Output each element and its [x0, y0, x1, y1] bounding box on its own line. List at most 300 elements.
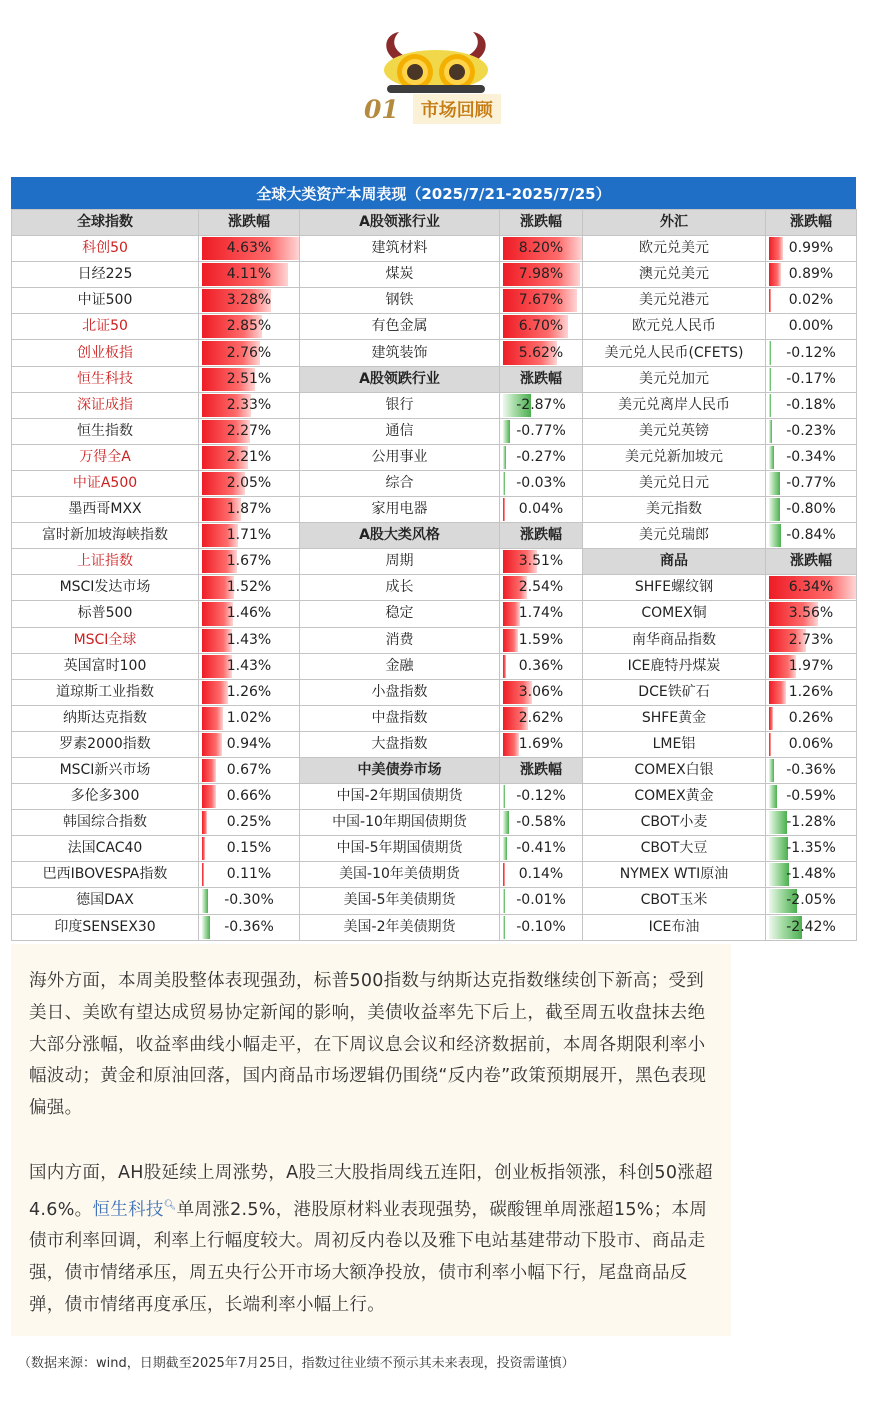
table-row	[12, 262, 857, 288]
change-value: 0.94%	[226, 735, 272, 752]
table-row	[12, 679, 857, 705]
change-value: 0.89%	[788, 266, 834, 283]
change-cell	[766, 653, 857, 679]
change-value: 1.26%	[226, 683, 272, 700]
change-value: 1.69%	[518, 735, 564, 752]
change-cell	[500, 314, 583, 340]
change-cell	[199, 418, 300, 444]
change-cell	[199, 601, 300, 627]
column-header: 商品	[583, 549, 766, 575]
asset-name: 深证成指	[12, 392, 199, 418]
asset-name: 欧元兑人民币	[583, 314, 766, 340]
change-cell	[766, 810, 857, 836]
change-cell	[199, 627, 300, 653]
change-value: -0.17%	[786, 370, 836, 387]
change-cell	[199, 862, 300, 888]
change-cell	[500, 731, 583, 757]
change-value: -0.41%	[516, 840, 566, 857]
change-value: 2.62%	[518, 709, 564, 726]
change-value: 0.25%	[226, 814, 272, 831]
column-header: 中美债券市场	[300, 757, 500, 783]
column-header: 涨跌幅	[500, 757, 583, 783]
column-header: 涨跌幅	[500, 366, 583, 392]
change-value: 5.62%	[518, 344, 564, 361]
asset-name: 巴西IBOVESPA指数	[12, 862, 199, 888]
table-row	[12, 288, 857, 314]
change-cell	[766, 836, 857, 862]
change-cell	[766, 340, 857, 366]
change-cell	[199, 470, 300, 496]
change-value: -1.48%	[786, 866, 836, 883]
loss-bar	[503, 889, 505, 912]
loss-bar	[769, 341, 771, 364]
loss-bar	[769, 785, 777, 808]
gain-bar	[503, 602, 520, 625]
change-value: 1.43%	[226, 631, 272, 648]
change-cell	[500, 888, 583, 914]
asset-name: CBOT玉米	[583, 888, 766, 914]
column-header: 全球指数	[12, 210, 199, 236]
change-value: -0.77%	[786, 474, 836, 491]
table-row	[12, 601, 857, 627]
change-cell	[500, 810, 583, 836]
asset-name: LME铝	[583, 731, 766, 757]
change-value: 2.21%	[226, 448, 272, 465]
column-header: 涨跌幅	[500, 523, 583, 549]
gain-bar	[202, 681, 228, 704]
change-cell	[500, 601, 583, 627]
loss-bar	[769, 759, 774, 782]
change-cell	[500, 470, 583, 496]
change-cell	[766, 497, 857, 523]
asset-name: 钢铁	[300, 288, 500, 314]
asset-name: 中盘指数	[300, 705, 500, 731]
table-row	[12, 627, 857, 653]
market-commentary	[11, 944, 731, 1336]
change-value: 2.85%	[226, 318, 272, 335]
change-value: 0.99%	[788, 240, 834, 257]
asset-name: 小盘指数	[300, 679, 500, 705]
change-cell	[199, 288, 300, 314]
loss-bar	[503, 916, 505, 939]
change-value: 4.11%	[226, 266, 272, 283]
change-value: 0.26%	[788, 709, 834, 726]
asset-name: 中证500	[12, 288, 199, 314]
asset-name: 美国-5年美债期货	[300, 888, 500, 914]
change-cell	[500, 392, 583, 418]
asset-name: 创业板指	[12, 340, 199, 366]
asset-name: 美元兑加元	[583, 366, 766, 392]
gain-bar	[769, 289, 771, 312]
asset-name: MSCI发达市场	[12, 575, 199, 601]
table-row	[12, 757, 857, 783]
change-cell	[199, 549, 300, 575]
change-value: -0.58%	[516, 814, 566, 831]
change-cell	[766, 601, 857, 627]
gain-bar	[202, 785, 216, 808]
change-cell	[199, 888, 300, 914]
change-value: 1.71%	[226, 527, 272, 544]
change-value: -0.12%	[786, 344, 836, 361]
asset-name: 富时新加坡海峡指数	[12, 523, 199, 549]
change-cell	[199, 497, 300, 523]
change-cell	[766, 757, 857, 783]
asset-name: 恒生指数	[12, 418, 199, 444]
change-value: 0.04%	[518, 501, 564, 518]
asset-name: 罗素2000指数	[12, 731, 199, 757]
change-cell	[500, 236, 583, 262]
asset-name: 建筑装饰	[300, 340, 500, 366]
change-value: 6.70%	[518, 318, 564, 335]
change-cell	[199, 523, 300, 549]
asset-name: 美元指数	[583, 497, 766, 523]
change-cell	[500, 549, 583, 575]
gain-bar	[503, 655, 506, 678]
change-value: 3.51%	[518, 553, 564, 570]
asset-name: MSCI全球	[12, 627, 199, 653]
change-cell	[766, 784, 857, 810]
change-cell	[500, 497, 583, 523]
change-value: -0.03%	[516, 474, 566, 491]
change-value: 8.20%	[518, 240, 564, 257]
asset-name: 中国-10年期国债期货	[300, 810, 500, 836]
change-cell	[500, 288, 583, 314]
change-value: 0.02%	[788, 292, 834, 309]
asset-name: COMEX铜	[583, 601, 766, 627]
asset-name: 美元兑瑞郎	[583, 523, 766, 549]
asset-name: 银行	[300, 392, 500, 418]
change-cell	[199, 731, 300, 757]
change-value: 2.51%	[226, 370, 272, 387]
asset-name: 澳元兑美元	[583, 262, 766, 288]
asset-name: 成长	[300, 575, 500, 601]
section-title: 市场回顾	[413, 94, 501, 124]
change-cell	[199, 340, 300, 366]
loss-bar	[503, 420, 510, 443]
change-cell	[500, 679, 583, 705]
asset-performance-table	[11, 177, 856, 941]
change-value: 0.00%	[788, 318, 834, 335]
change-value: 7.67%	[518, 292, 564, 309]
asset-name: 综合	[300, 470, 500, 496]
asset-name: 法国CAC40	[12, 836, 199, 862]
change-value: -0.34%	[786, 448, 836, 465]
asset-name: 美元兑新加坡元	[583, 444, 766, 470]
asset-name: 公用事业	[300, 444, 500, 470]
gain-bar	[503, 863, 505, 886]
change-cell	[766, 627, 857, 653]
change-cell	[766, 236, 857, 262]
table-row	[12, 836, 857, 862]
change-value: 0.11%	[226, 866, 272, 883]
table-row	[12, 653, 857, 679]
hang-seng-tech-link[interactable]: 恒生科技	[92, 1199, 164, 1220]
loss-bar	[503, 472, 505, 495]
table-row	[12, 236, 857, 262]
asset-name: 中国-5年期国债期货	[300, 836, 500, 862]
gain-bar	[769, 263, 781, 286]
asset-name: 欧元兑美元	[583, 236, 766, 262]
loss-bar	[769, 420, 772, 443]
change-cell	[766, 418, 857, 444]
asset-name: 英国富时100	[12, 653, 199, 679]
change-value: 1.74%	[518, 605, 564, 622]
change-value: -0.84%	[786, 527, 836, 544]
loss-bar	[769, 498, 780, 521]
change-cell	[500, 862, 583, 888]
change-cell	[766, 444, 857, 470]
asset-name: 美元兑港元	[583, 288, 766, 314]
change-value: 2.33%	[226, 396, 272, 413]
change-cell	[199, 679, 300, 705]
change-cell	[500, 444, 583, 470]
asset-name: ICE布油	[583, 914, 766, 940]
asset-name: 通信	[300, 418, 500, 444]
change-cell	[500, 340, 583, 366]
loss-bar	[503, 811, 509, 834]
change-cell	[766, 288, 857, 314]
change-value: 3.06%	[518, 683, 564, 700]
change-value: 1.26%	[788, 683, 834, 700]
change-value: -0.80%	[786, 501, 836, 518]
gain-bar	[503, 733, 519, 756]
change-value: 1.02%	[226, 709, 272, 726]
column-header: 涨跌幅	[766, 210, 857, 236]
change-value: -0.36%	[786, 762, 836, 779]
change-cell	[500, 784, 583, 810]
change-value: -0.77%	[516, 422, 566, 439]
column-header: A股领跌行业	[300, 366, 500, 392]
table-row	[12, 575, 857, 601]
change-cell	[199, 444, 300, 470]
change-value: 1.46%	[226, 605, 272, 622]
change-cell	[500, 836, 583, 862]
gain-bar	[202, 811, 207, 834]
change-value: 1.59%	[518, 631, 564, 648]
change-value: 1.97%	[788, 657, 834, 674]
table-row	[12, 418, 857, 444]
gain-bar	[769, 707, 773, 730]
change-value: -2.87%	[516, 396, 566, 413]
change-value: 1.67%	[226, 553, 272, 570]
loss-bar	[202, 916, 210, 939]
change-value: 2.54%	[518, 579, 564, 596]
table-row	[12, 392, 857, 418]
asset-name: 科创50	[12, 236, 199, 262]
asset-name: 德国DAX	[12, 888, 199, 914]
loss-bar	[769, 394, 771, 417]
asset-name: 多伦多300	[12, 784, 199, 810]
change-value: 0.14%	[518, 866, 564, 883]
gain-bar	[202, 733, 222, 756]
gain-bar	[503, 498, 505, 521]
table-row	[12, 314, 857, 340]
change-value: 1.43%	[226, 657, 272, 674]
table-row	[12, 731, 857, 757]
asset-name: ICE鹿特丹煤炭	[583, 653, 766, 679]
table-row	[12, 523, 857, 549]
asset-name: 中证A500	[12, 470, 199, 496]
gain-bar	[769, 237, 783, 260]
column-header: 外汇	[583, 210, 766, 236]
asset-name: 美国-10年美债期货	[300, 862, 500, 888]
asset-name: 标普500	[12, 601, 199, 627]
asset-name: COMEX白银	[583, 757, 766, 783]
change-cell	[766, 862, 857, 888]
table-row	[12, 444, 857, 470]
asset-name: 道琼斯工业指数	[12, 679, 199, 705]
asset-name: 北证50	[12, 314, 199, 340]
loss-bar	[503, 837, 507, 860]
asset-name: 周期	[300, 549, 500, 575]
asset-name: 美元兑英镑	[583, 418, 766, 444]
table-row	[12, 366, 857, 392]
change-value: 0.15%	[226, 840, 272, 857]
asset-name: 恒生科技	[12, 366, 199, 392]
change-value: 2.73%	[788, 631, 834, 648]
table-row	[12, 549, 857, 575]
change-cell	[766, 262, 857, 288]
change-cell	[199, 575, 300, 601]
change-value: 2.76%	[226, 344, 272, 361]
asset-name: 美元兑人民币(CFETS)	[583, 340, 766, 366]
asset-name: 万得全A	[12, 444, 199, 470]
asset-name: 南华商品指数	[583, 627, 766, 653]
change-cell	[500, 705, 583, 731]
change-cell	[199, 392, 300, 418]
loss-bar	[503, 785, 505, 808]
change-cell	[766, 523, 857, 549]
asset-name: CBOT大豆	[583, 836, 766, 862]
change-cell	[199, 314, 300, 340]
table-row	[12, 810, 857, 836]
asset-name: 美元兑离岸人民币	[583, 392, 766, 418]
change-cell	[766, 914, 857, 940]
change-cell	[500, 575, 583, 601]
asset-name: 纳斯达克指数	[12, 705, 199, 731]
gain-bar	[202, 863, 204, 886]
change-value: 0.36%	[518, 657, 564, 674]
table-row	[12, 340, 857, 366]
change-value: -2.42%	[786, 918, 836, 935]
asset-name: 美国-2年美债期货	[300, 914, 500, 940]
change-cell	[199, 784, 300, 810]
change-cell	[199, 236, 300, 262]
asset-name: DCE铁矿石	[583, 679, 766, 705]
loss-bar	[503, 446, 506, 469]
loss-bar	[769, 368, 771, 391]
change-cell	[766, 366, 857, 392]
change-cell	[199, 914, 300, 940]
asset-name: 中国-2年期国债期货	[300, 784, 500, 810]
section-heading	[364, 94, 501, 124]
change-value: 2.27%	[226, 422, 272, 439]
asset-name: 有色金属	[300, 314, 500, 340]
loss-bar	[769, 837, 788, 860]
asset-name: 日经225	[12, 262, 199, 288]
asset-name: 上证指数	[12, 549, 199, 575]
change-value: 1.87%	[226, 501, 272, 518]
table-title: 全球大类资产本周表现（2025/7/21-2025/7/25）	[11, 177, 856, 209]
change-value: -0.36%	[224, 918, 274, 935]
asset-name: 煤炭	[300, 262, 500, 288]
domestic-text-b: 单周涨2.5%，港股原材料业表现强势，碳酸锂单周涨超15%；本周债市利率回调，利率上行幅度较大。周初反内卷以及雅下电站基建带动下股市、商品走强，债市情绪承压，周五央行公开市场大额净投放，债市利率小幅下行，尾盘商品反弹，债市情绪再度承压，长端利率小幅上行。	[29, 1199, 708, 1316]
table-header-row	[12, 210, 857, 236]
change-value: 7.98%	[518, 266, 564, 283]
change-cell	[766, 392, 857, 418]
change-value: -0.10%	[516, 918, 566, 935]
asset-name: 印度SENSEX30	[12, 914, 199, 940]
change-cell	[199, 366, 300, 392]
change-value: 4.63%	[226, 240, 272, 257]
change-cell	[199, 836, 300, 862]
change-cell	[766, 679, 857, 705]
change-value: 2.05%	[226, 474, 272, 491]
change-cell	[199, 705, 300, 731]
change-value: -0.30%	[224, 892, 274, 909]
asset-name: SHFE螺纹钢	[583, 575, 766, 601]
change-cell	[766, 575, 857, 601]
column-header: A股大类风格	[300, 523, 500, 549]
change-value: 0.66%	[226, 788, 272, 805]
asset-name: NYMEX WTI原油	[583, 862, 766, 888]
gain-bar	[769, 733, 771, 756]
table-row	[12, 914, 857, 940]
change-value: -1.28%	[786, 814, 836, 831]
change-value: -0.01%	[516, 892, 566, 909]
loss-bar	[769, 811, 787, 834]
asset-name: 墨西哥MXX	[12, 497, 199, 523]
gain-bar	[503, 629, 518, 652]
change-value: 0.67%	[226, 762, 272, 779]
change-cell	[199, 757, 300, 783]
asset-name: 美元兑日元	[583, 470, 766, 496]
asset-name: 韩国综合指数	[12, 810, 199, 836]
change-value: 6.34%	[788, 579, 834, 596]
data-source-footnote: （数据来源：wind，日期截至2025年7月25日，指数过往业绩不预示其未来表现，投资需谨慎）	[18, 1356, 575, 1371]
overseas-paragraph: 海外方面，本周美股整体表现强劲，标普500指数与纳斯达克指数继续创下新高；受到美日、美欧有望达成贸易协定新闻的影响，美债收益率先下后上，截至周五收盘抹去绝大部分涨幅，收益率曲线小幅走平，在下周议息会议和经济数据前，本周各期限利率小幅波动；黄金和原油回落，国内商品市场逻辑仍围绕“反内卷”政策预期展开，黑色表现偏强。	[29, 971, 707, 1119]
column-header: 涨跌幅	[199, 210, 300, 236]
gain-bar	[202, 759, 216, 782]
search-icon: 🔍︎	[163, 1199, 177, 1211]
table-row	[12, 705, 857, 731]
change-cell	[766, 314, 857, 340]
loss-bar	[202, 889, 208, 912]
asset-name: 消费	[300, 627, 500, 653]
asset-name: 稳定	[300, 601, 500, 627]
asset-name: SHFE黄金	[583, 705, 766, 731]
change-value: -0.23%	[786, 422, 836, 439]
asset-name: 金融	[300, 653, 500, 679]
domestic-text-a: 国内方面，AH股延续上周涨势，A股三大股指周线五连阳，创业板指领涨，科创50涨超4.6%。	[29, 1163, 713, 1220]
asset-name: 建筑材料	[300, 236, 500, 262]
column-header: A股领涨行业	[300, 210, 500, 236]
gain-bar	[202, 837, 205, 860]
change-cell	[500, 914, 583, 940]
change-value: -2.05%	[786, 892, 836, 909]
loss-bar	[769, 524, 781, 547]
change-cell	[766, 705, 857, 731]
asset-name: COMEX黄金	[583, 784, 766, 810]
change-cell	[766, 888, 857, 914]
change-cell	[500, 262, 583, 288]
change-cell	[766, 731, 857, 757]
asset-name: 家用电器	[300, 497, 500, 523]
change-cell	[500, 418, 583, 444]
loss-bar	[769, 472, 780, 495]
column-header: 涨跌幅	[766, 549, 857, 575]
change-cell	[500, 653, 583, 679]
